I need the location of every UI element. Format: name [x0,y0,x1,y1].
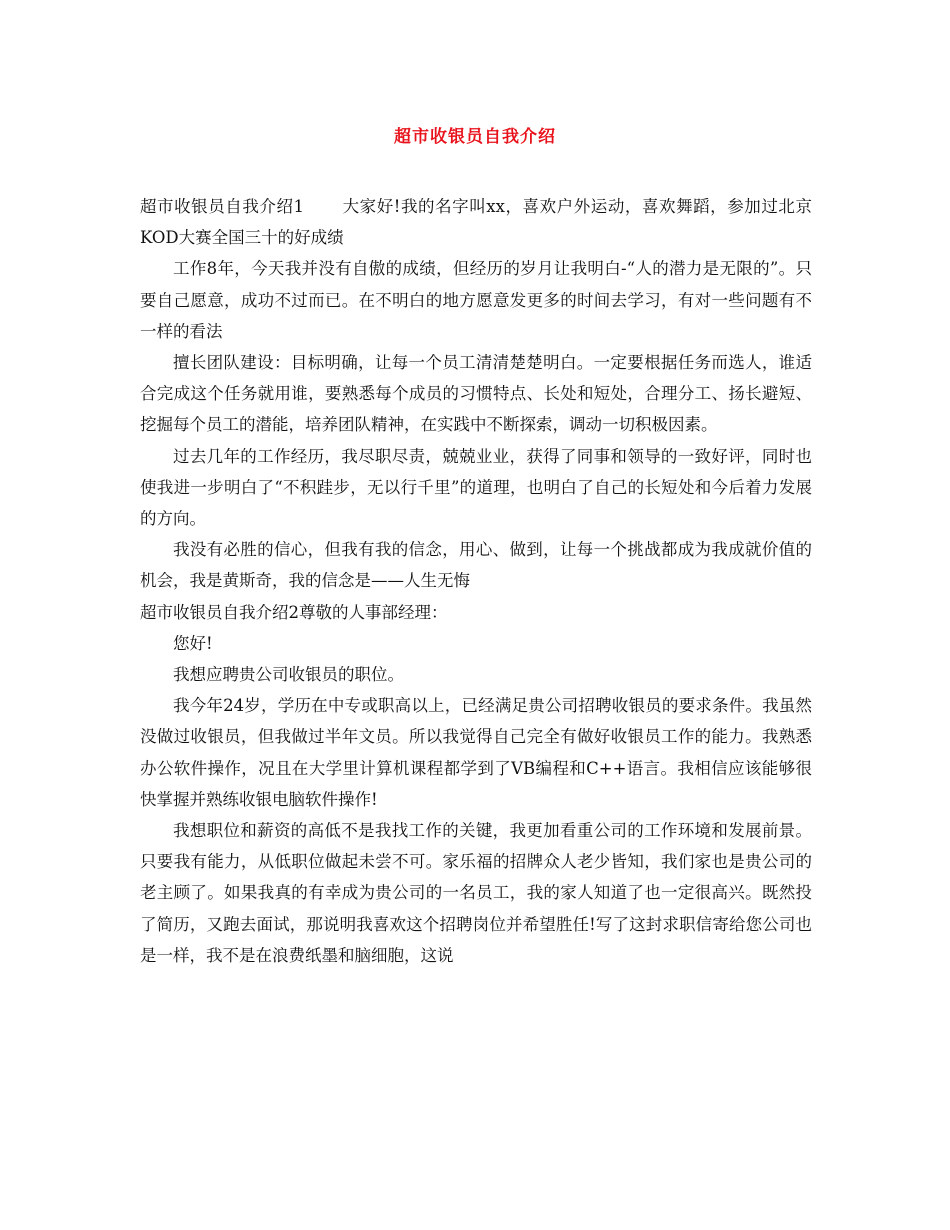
document-body [140,191,812,971]
paragraph: 我想应聘贵公司收银员的职位。 [173,665,404,685]
paragraph: 我今年24岁，学历在中专或职高以上，已经满足贵公司招聘收银员的要求条件。我虽然没做过收银员，但我做过半年文员。所以我觉得自己完全有做好收银员工作的能力。我熟悉办公软件操作，况且在大学里计算机课程都学到了VB编程和C++语言。我相信应该能够很快掌握并熟练收银电脑软件操作! [140,696,812,809]
paragraph: 我没有必胜的信心，但我有我的信念，用心、做到，让每一个挑战都成为我成就价值的机会，我是黄斯奇，我的信念是——人生无悔 [140,540,812,591]
section-heading-1: 超市收银员自我介绍1 [140,197,305,216]
document-title: 超市收银员自我介绍 [394,127,556,147]
paragraph: 过去几年的工作经历，我尽职尽责，兢兢业业，获得了同事和领导的一致好评，同时也使我进一步明白了“不积跬步，无以行千里”的道理，也明白了自己的长短处和今后着力发展的方向。 [140,446,812,529]
paragraph-text: 大家好!我的名字叫xx，喜欢户外运动，喜欢舞蹈，参加过北京KOD大赛全国三十的好成绩 [140,197,812,248]
paragraph-intro-1 [140,191,812,253]
greeting: 您好! [173,633,213,653]
paragraph: 我想职位和薪资的高低不是我找工作的关键，我更加看重公司的工作环境和发展前景。只要我有能力，从低职位做起未尝不可。家乐福的招牌众人老少皆知，我们家也是贵公司的老主顾了。如果我真的有幸成为贵公司的一名员工，我的家人知道了也一定很高兴。既然投了简历，又跑去面试，那说明我喜欢这个招聘岗位并希望胜任!写了这封求职信寄给您公司也是一样，我不是在浪费纸墨和脑细胞，这说 [140,821,812,965]
paragraph: 擅长团队建设：目标明确，让每一个员工清清楚楚明白。一定要根据任务而选人，谁适合完成这个任务就用谁，要熟悉每个成员的习惯特点、长处和短处，合理分工、扬长避短、挖掘每个员工的潜能，培养团队精神，在实践中不断探索，调动一切积极因素。 [140,353,812,435]
section-heading-2: 超市收银员自我介绍2尊敬的人事部经理： [140,602,448,622]
paragraph: 工作8年，今天我并没有自傲的成绩，但经历的岁月让我明白-“人的潜力是无限的”。只要自己愿意，成功不过而已。在不明白的地方愿意发更多的时间去学习，有对一些问题有不一样的看法 [140,259,812,341]
